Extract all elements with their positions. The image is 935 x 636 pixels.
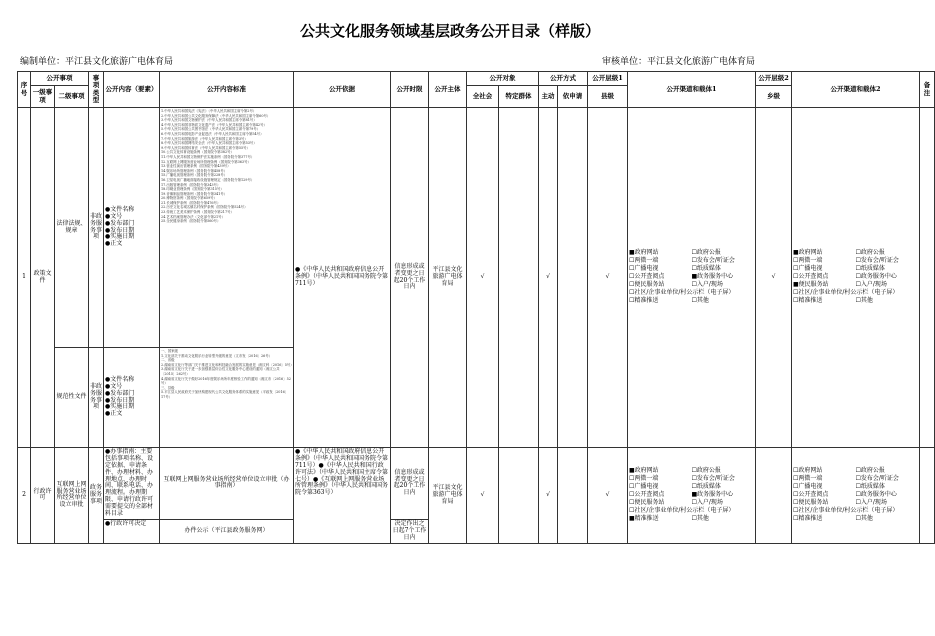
channel-option: ☐纸质媒体 (855, 265, 885, 273)
hdr-channel2: 公开渠道和载体2 (792, 72, 920, 108)
hdr-tier2: 公开层级2 (756, 72, 792, 86)
hdr-std: 公开内容标准 (160, 72, 294, 108)
list-item: 2.湖南省文化厅等部门关于推进文化和科技融合发展的实施意见（湘文科〔2016〕5号） (161, 362, 294, 367)
row2-active: √ (539, 448, 558, 544)
list-item: 2.中华人民共和国公共文化服务保障法（中华人民共和国主席令第60号） (161, 113, 271, 118)
channel-option: ☐其他 (691, 514, 709, 522)
channel-option: ☐政府公报 (855, 249, 885, 257)
channel-option: ■政府网站 (629, 467, 659, 475)
channel-option: ☐入户/现场 (691, 280, 723, 288)
row1-active: √ (539, 108, 558, 448)
channel-option: ☐精准推送 (629, 296, 659, 304)
hdr-seq: 序号 (18, 72, 31, 108)
row1-county: √ (588, 108, 628, 448)
channel-option: ☐政府公报 (855, 467, 885, 475)
channel-option: ☐政府公报 (691, 467, 721, 475)
hdr-tier1: 公开层级1 (588, 72, 628, 86)
row1a-content (104, 108, 160, 348)
hdr-township: 乡级 (756, 86, 792, 108)
row1a-level2: 法律法规、规章 (55, 108, 89, 348)
row2-time-a: 信息形成或者变更之日起20个工作日内 (391, 448, 429, 520)
channel-option: ☐社区/企事业单位/村公示栏（电子屏） (793, 506, 899, 514)
channel-option: ☐广播电视 (629, 483, 659, 491)
channel-option: ■政务服务中心 (691, 491, 734, 498)
row1b-type: 非政务服务事项 (89, 348, 104, 448)
list-item: 14.娱乐场所管理条例（国务院令第458号） (161, 168, 228, 173)
list-item: 21.长城保护条例（国务院令第476号） (161, 200, 221, 205)
list-item: 17.出版管理条例（国务院令第343号） (161, 182, 221, 187)
row1-township: √ (756, 108, 792, 448)
channel-option: ☐政府公报 (691, 249, 721, 257)
row2-std-b: 办件公示（平江县政务服务网） (160, 519, 294, 543)
list-item: 一、国家级 (161, 349, 178, 353)
hdr-apply: 依申请 (558, 86, 588, 108)
list-item: 5.中华人民共和国公共图书馆法（中华人民共和国主席令第79号） (161, 127, 261, 132)
row1-channel1 (628, 108, 756, 448)
list-item: 25.全民健身条例（国务院令第560号） (161, 219, 221, 224)
channel-option: ☐社区/企事业单位/村公示栏（电子屏） (629, 506, 735, 514)
list-item: ● 实施日期 (105, 404, 158, 411)
hdr-note: 备注 (920, 72, 935, 108)
row2-channel1 (628, 448, 756, 544)
row2-std-a: 互联网上网服务营业场所经营单位设立审批（办事指南） (160, 448, 294, 520)
list-item: 3.湖南省文化厅关于进一步加强基层综合性文化服务中心建设的通知（湘文公共〔2015〕262号） (161, 367, 280, 376)
list-item: 1.文化部关于推动文化娱乐行业转型升级的意见（文市发〔2016〕26号） (161, 353, 273, 358)
channel-option: ☐精准推送 (793, 514, 823, 522)
list-item: 3.中华人民共和国文物保护法（中华人民共和国主席令第81号） (161, 118, 257, 123)
row2-township (756, 448, 792, 544)
row2-apply (558, 448, 588, 544)
channel-option: ☐便民服务站 (629, 280, 665, 288)
row1-seq: 1 (18, 108, 31, 448)
channel-option: ☐精准推送 (793, 296, 823, 304)
list-item: ● 发布日期 (105, 228, 158, 235)
channel-option: ☐其他 (691, 296, 709, 304)
hdr-type: 事项类型 (89, 72, 104, 108)
list-item: ● 正文 (105, 241, 158, 248)
row1-subject: 平江县文化旅游广电体育局 (429, 108, 467, 448)
channel-option: ☐社区/企事业单位/村公示栏（电子屏） (629, 288, 735, 296)
list-item: ● 文件名称 (105, 377, 158, 384)
hdr-content: 公开内容（要素） (104, 72, 160, 108)
channel-option: ☐纸质媒体 (691, 265, 721, 273)
channel-option: ☐政务服务中心 (855, 273, 897, 281)
channel-option: ☐便民服务站 (793, 498, 829, 506)
channel-option: ☐两微一端 (793, 475, 823, 483)
row1a-std (160, 108, 294, 348)
channel-option: ☐发布会/听证会 (855, 475, 899, 483)
channel-option: ■精准推送 (629, 514, 659, 522)
channel-option: ☐发布会/听证会 (691, 475, 735, 483)
channel-option: ☐公开查阅点 (793, 273, 829, 281)
row1-time: 信息形成或者变更之日起20个工作日内 (391, 108, 429, 448)
list-item: 24.艺术档案管理办法（文化部令第21号） (161, 214, 225, 219)
hdr-subject: 公开主体 (429, 72, 467, 108)
list-item: 18.印刷业管理条例（国务院令第315号） (161, 187, 224, 192)
hdr-target: 公开对象 (467, 72, 539, 86)
reviewer-label: 审核单位：平江县文化旅游广电体育局 (602, 57, 756, 67)
page-title: 公共文化服务领域基层政务公开目录（样版） (299, 22, 600, 40)
row2-time-b: 决定作出之日起7个工作日内 (391, 519, 429, 543)
list-item: ● 发布部门 (105, 391, 158, 398)
list-item: 1.中华人民共和国宪法《宪法》（中华人民共和国主席令第2号） (161, 109, 257, 113)
row1b-content (104, 348, 160, 448)
list-item: 9.中华人民共和国体育法（中华人民共和国主席令第55号） (161, 145, 250, 150)
list-item: 13.营业性演出管理条例（国务院令第439号） (161, 164, 231, 169)
channel-option: ☐其他 (855, 296, 873, 304)
channel-option: ☐公开查阅点 (629, 491, 665, 498)
list-item: 20.博物馆条例（国务院令第659号） (161, 196, 217, 201)
list-item: ● 文件名称 (105, 207, 158, 214)
compiler-label: 编制单位：平江县文化旅游广电体育局 (20, 57, 174, 67)
list-item: 10.公共文化体育设施条例（国务院令第382号） (161, 150, 234, 155)
list-item: 15.广播电视管理条例（国务院令第228号） (161, 173, 228, 178)
channel-option: ■政府网站 (793, 249, 823, 257)
row1-specific (499, 108, 539, 448)
channel-option: ☐政府网站 (793, 467, 823, 475)
row2-subject: 平江县文化旅游广电体育局 (429, 448, 467, 544)
disclosure-table (17, 71, 935, 544)
row1-note (920, 108, 935, 448)
hdr-items: 公开事项 (31, 72, 89, 86)
channel-option: ☐发布会/听证会 (691, 257, 735, 265)
row2-basis: ●《中华人民共和国政府信息公开条例》（中华人民共和国国务院令第711号）●《中华人民共和国行政许可法》（中华人民共和国主席令第七号）●《互联网上网服务营业场所管理条例》（中华人民共和国国务院令第363号） (294, 448, 391, 544)
row1-level1: 政策文件 (31, 108, 55, 448)
list-item: ● 实施日期 (105, 234, 158, 241)
row1-channel2 (792, 108, 920, 448)
channel-option: ☐政务服务中心 (855, 491, 897, 498)
hdr-mode: 公开方式 (539, 72, 588, 86)
hdr-county: 县级 (588, 86, 628, 108)
list-item: ● 发布日期 (105, 398, 158, 405)
row2-level2: 互联网上网服务营业场所经营单位设立审批 (55, 448, 89, 544)
row1-apply (558, 108, 588, 448)
channel-option: ☐两微一端 (629, 475, 659, 483)
row2-county: √ (588, 448, 628, 544)
row2-note (920, 448, 935, 544)
list-item: ● 发布部门 (105, 221, 158, 228)
list-item: 16.卫星电视广播地面接收设施管理规定（国务院令第129号） (161, 177, 255, 182)
hdr-channel1: 公开渠道和载体1 (628, 72, 756, 108)
row2-type: 政务服务事项 (89, 448, 104, 544)
row1a-type: 非政务服务事项 (89, 108, 104, 348)
list-item: 19.音像制品管理条例（国务院令第341号） (161, 191, 228, 196)
row1-society: √ (467, 108, 499, 448)
list-item: ● 文号 (105, 214, 158, 221)
channel-option: ☐发布会/听证会 (855, 257, 899, 265)
channel-option: ☐社区/企事业单位/村公示栏（电子屏） (793, 288, 899, 296)
list-item: 5.平江县人民政府关于加快构建现代公共文化服务体系的实施意见（平政发〔2016〕17号） (161, 390, 289, 399)
row2-level1: 行政许可 (31, 448, 55, 544)
channel-option: ■政务服务中心 (691, 273, 734, 281)
list-item: 三、县级 (161, 385, 175, 390)
list-item: 12.互联网上网服务营业场所管理条例（国务院令第363号） (161, 159, 251, 164)
row2-content-a: ●办事指南：主要包括事项名称、设定依据、申请条件、办理材料、办理地点、办理时间、联系电话、办理流程。办理期限、申请行政许可需要提交的全部材料目录 (104, 448, 160, 520)
channel-option: ☐两微一端 (793, 257, 823, 265)
list-item: 23.传统工艺美术保护条例（国务院令第217号） (161, 210, 234, 215)
list-item: 6.中华人民共和国电影产业促进法（中华人民共和国主席令第54号） (161, 131, 264, 136)
hdr-time: 公开时限 (391, 72, 429, 108)
channel-option: ☐广播电视 (793, 483, 823, 491)
row1b-std (160, 348, 294, 448)
row2-seq: 2 (18, 448, 31, 544)
channel-option: ■政府网站 (629, 249, 659, 257)
list-item: 7.中华人民共和国旅游法（中华人民共和国主席令第3号） (161, 136, 248, 141)
row2-channel2 (792, 448, 920, 544)
channel-option: ■便民服务站 (793, 280, 829, 288)
hdr-active: 主动 (539, 86, 558, 108)
channel-option: ☐广播电视 (793, 265, 823, 273)
channel-option: ☐入户/现场 (691, 498, 723, 506)
channel-option: ☐入户/现场 (855, 498, 887, 506)
hdr-level2: 二级事项 (55, 86, 89, 108)
row2-society: √ (467, 448, 499, 544)
channel-option: ☐入户/现场 (855, 280, 887, 288)
row1b-level2: 规范性文件 (55, 348, 89, 448)
hdr-society: 全社会 (467, 86, 499, 108)
list-item: 8.中华人民共和国网络安全法（中华人民共和国主席令第53号） (161, 141, 257, 146)
hdr-level1: 一级事项 (31, 86, 55, 108)
row1-basis: ●《中华人民共和国政府信息公开条例》（中华人民共和国国务院令第711号） (294, 108, 391, 448)
channel-option: ☐两微一端 (629, 257, 659, 265)
hdr-basis: 公开依据 (294, 72, 391, 108)
channel-option: ☐其他 (855, 514, 873, 522)
channel-option: ☐便民服务站 (629, 498, 665, 506)
channel-option: ☐纸质媒体 (855, 483, 885, 491)
list-item: 4.湖南省文化厅关于做好2016年度娱乐场所年度核验工作的通知（湘文市〔2016〕52号） (161, 376, 291, 386)
list-item: 11.中华人民共和国文物保护法实施条例（国务院令第377号） (161, 154, 255, 159)
channel-option: ☐公开查阅点 (793, 491, 829, 498)
hdr-specific: 特定群体 (499, 86, 539, 108)
list-item: 二、省级 (161, 358, 175, 363)
list-item: 4.中华人民共和国非物质文化遗产法（中华人民共和国主席令第42号） (161, 122, 267, 127)
row2-content-b: ●行政许可决定 (104, 519, 160, 543)
channel-option: ☐纸质媒体 (691, 483, 721, 491)
channel-option: ☐广播电视 (629, 265, 659, 273)
list-item: 22.历史文化名城名镇名村保护条例（国务院令第524号） (161, 205, 248, 210)
row2-specific (499, 448, 539, 544)
list-item: ● 正文 (105, 411, 158, 418)
channel-option: ☐公开查阅点 (629, 273, 665, 281)
list-item: ● 文号 (105, 384, 158, 391)
